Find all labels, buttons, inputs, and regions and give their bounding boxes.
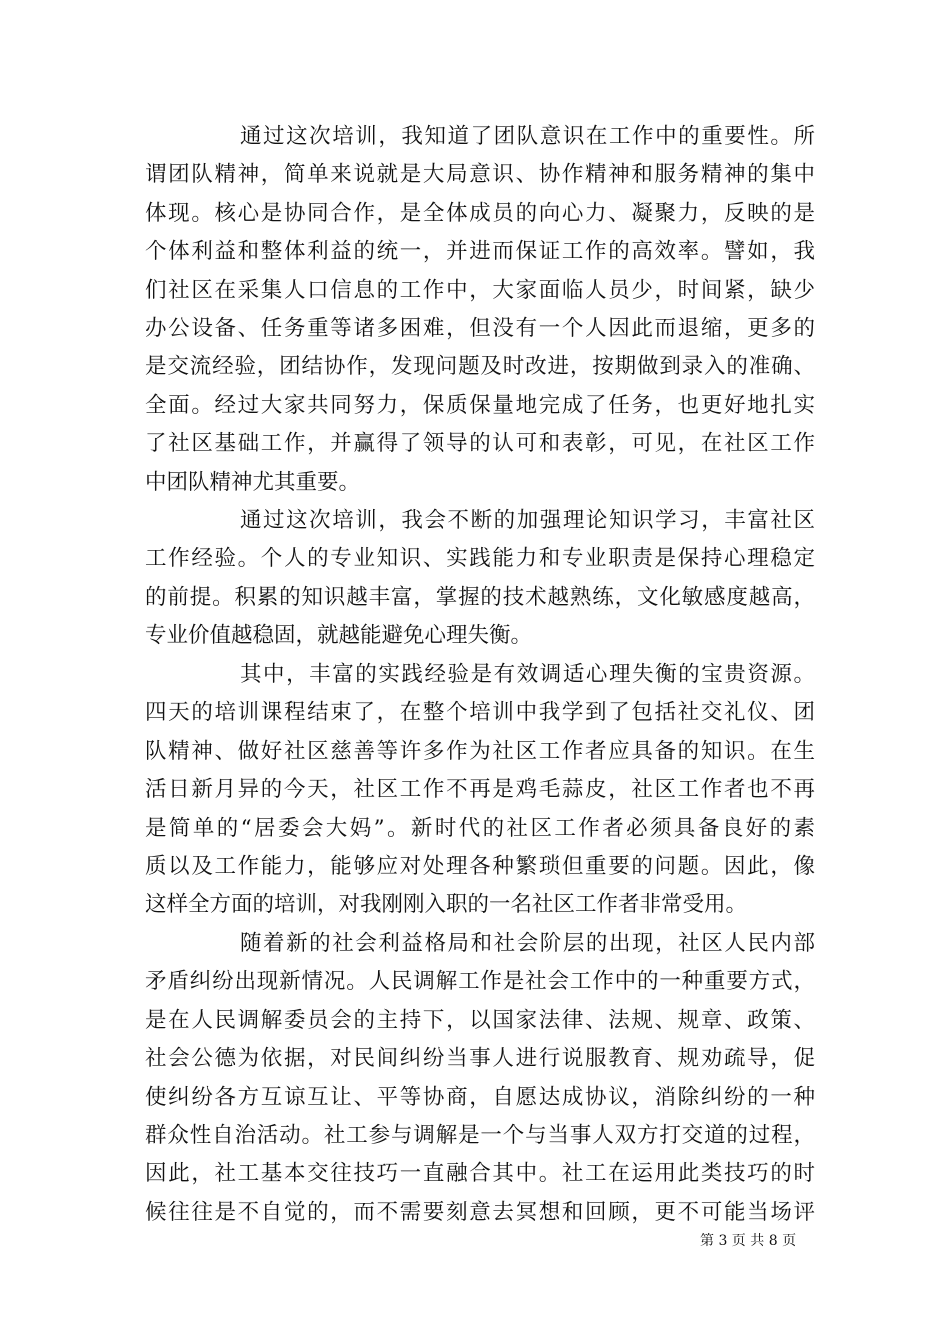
text-line: 办公设备、任务重等诸多困难，但没有一个人因此而退缩，更多的 <box>145 315 815 341</box>
text-line: 四天的培训课程结束了，在整个培训中我学到了包括社交礼仪、团 <box>145 700 815 726</box>
text-line: 专业价值越稳固，就越能避免心理失衡。 <box>145 623 533 649</box>
text-line: 中团队精神尤其重要。 <box>145 469 361 495</box>
text-line: 工作经验。个人的专业知识、实践能力和专业职责是保持心理稳定 <box>145 546 815 572</box>
text-line: 群众性自治活动。社工参与调解是一个与当事人双方打交道的过程， <box>145 1122 815 1148</box>
text-line: 们社区在采集人口信息的工作中，大家面临人员少，时间紧，缺少 <box>145 277 815 303</box>
text-line: 队精神、做好社区慈善等许多作为社区工作者应具备的知识。在生 <box>145 738 815 764</box>
paragraph-theory-study <box>145 502 815 656</box>
text-line: 活日新月异的今天，社区工作不再是鸡毛蒜皮，社区工作者也不再 <box>145 777 815 803</box>
text-line: 是在人民调解委员会的主持下，以国家法律、法规、规章、政策、 <box>145 1007 815 1033</box>
text-line: 通过这次培训，我会不断的加强理论知识学习，丰富社区 <box>240 508 815 533</box>
text-line: 了社区基础工作，并赢得了领导的认可和表彰，可见，在社区工作 <box>145 431 815 457</box>
text-line: 的前提。积累的知识越丰富，掌握的技术越熟练，文化敏感度越高， <box>145 584 815 610</box>
text-line: 其中，丰富的实践经验是有效调适心理失衡的宝贵资源。 <box>240 662 815 687</box>
text-line: 随着新的社会利益格局和社会阶层的出现，社区人民内部 <box>240 931 815 956</box>
text-line: 通过这次培训，我知道了团队意识在工作中的重要性。所 <box>240 124 815 149</box>
text-line: 使纠纷各方互谅互让、平等协商，自愿达成协议，消除纠纷的一种 <box>145 1084 815 1110</box>
text-line: 是交流经验，团结协作，发现问题及时改进，按期做到录入的准确、 <box>145 354 815 380</box>
text-line: 矛盾纠纷出现新情况。人民调解工作是社会工作中的一种重要方式， <box>145 969 815 995</box>
page-number-footer: 第 3 页 共 8 页 <box>700 1233 797 1249</box>
text-line: 质以及工作能力，能够应对处理各种繁琐但重要的问题。因此，像 <box>145 853 815 879</box>
text-line: 谓团队精神，简单来说就是大局意识、协作精神和服务精神的集中 <box>145 162 815 188</box>
text-line: 因此，社工基本交往技巧一直融合其中。社工在运用此类技巧的时 <box>145 1161 815 1187</box>
text-line: 个体利益和整体利益的统一，并进而保证工作的高效率。譬如，我 <box>145 239 815 265</box>
text-line: 全面。经过大家共同努力，保质保量地完成了任务，也更好地扎实 <box>145 392 815 418</box>
text-line: 是简单的“居委会大妈”。新时代的社区工作者必须具备良好的素 <box>145 815 815 841</box>
text-line: 体现。核心是协同合作，是全体成员的向心力、凝聚力，反映的是 <box>145 200 815 226</box>
paragraph-mediation <box>145 925 815 1232</box>
paragraph-practice-experience <box>145 656 815 925</box>
text-line: 候往往是不自觉的，而不需要刻意去冥想和回顾，更不可能当场评 <box>145 1199 815 1225</box>
text-line: 社会公德为依据，对民间纠纷当事人进行说服教育、规劝疏导，促 <box>145 1046 815 1072</box>
paragraph-team-spirit <box>145 118 815 502</box>
text-line: 这样全方面的培训，对我刚刚入职的一名社区工作者非常受用。 <box>145 892 748 918</box>
